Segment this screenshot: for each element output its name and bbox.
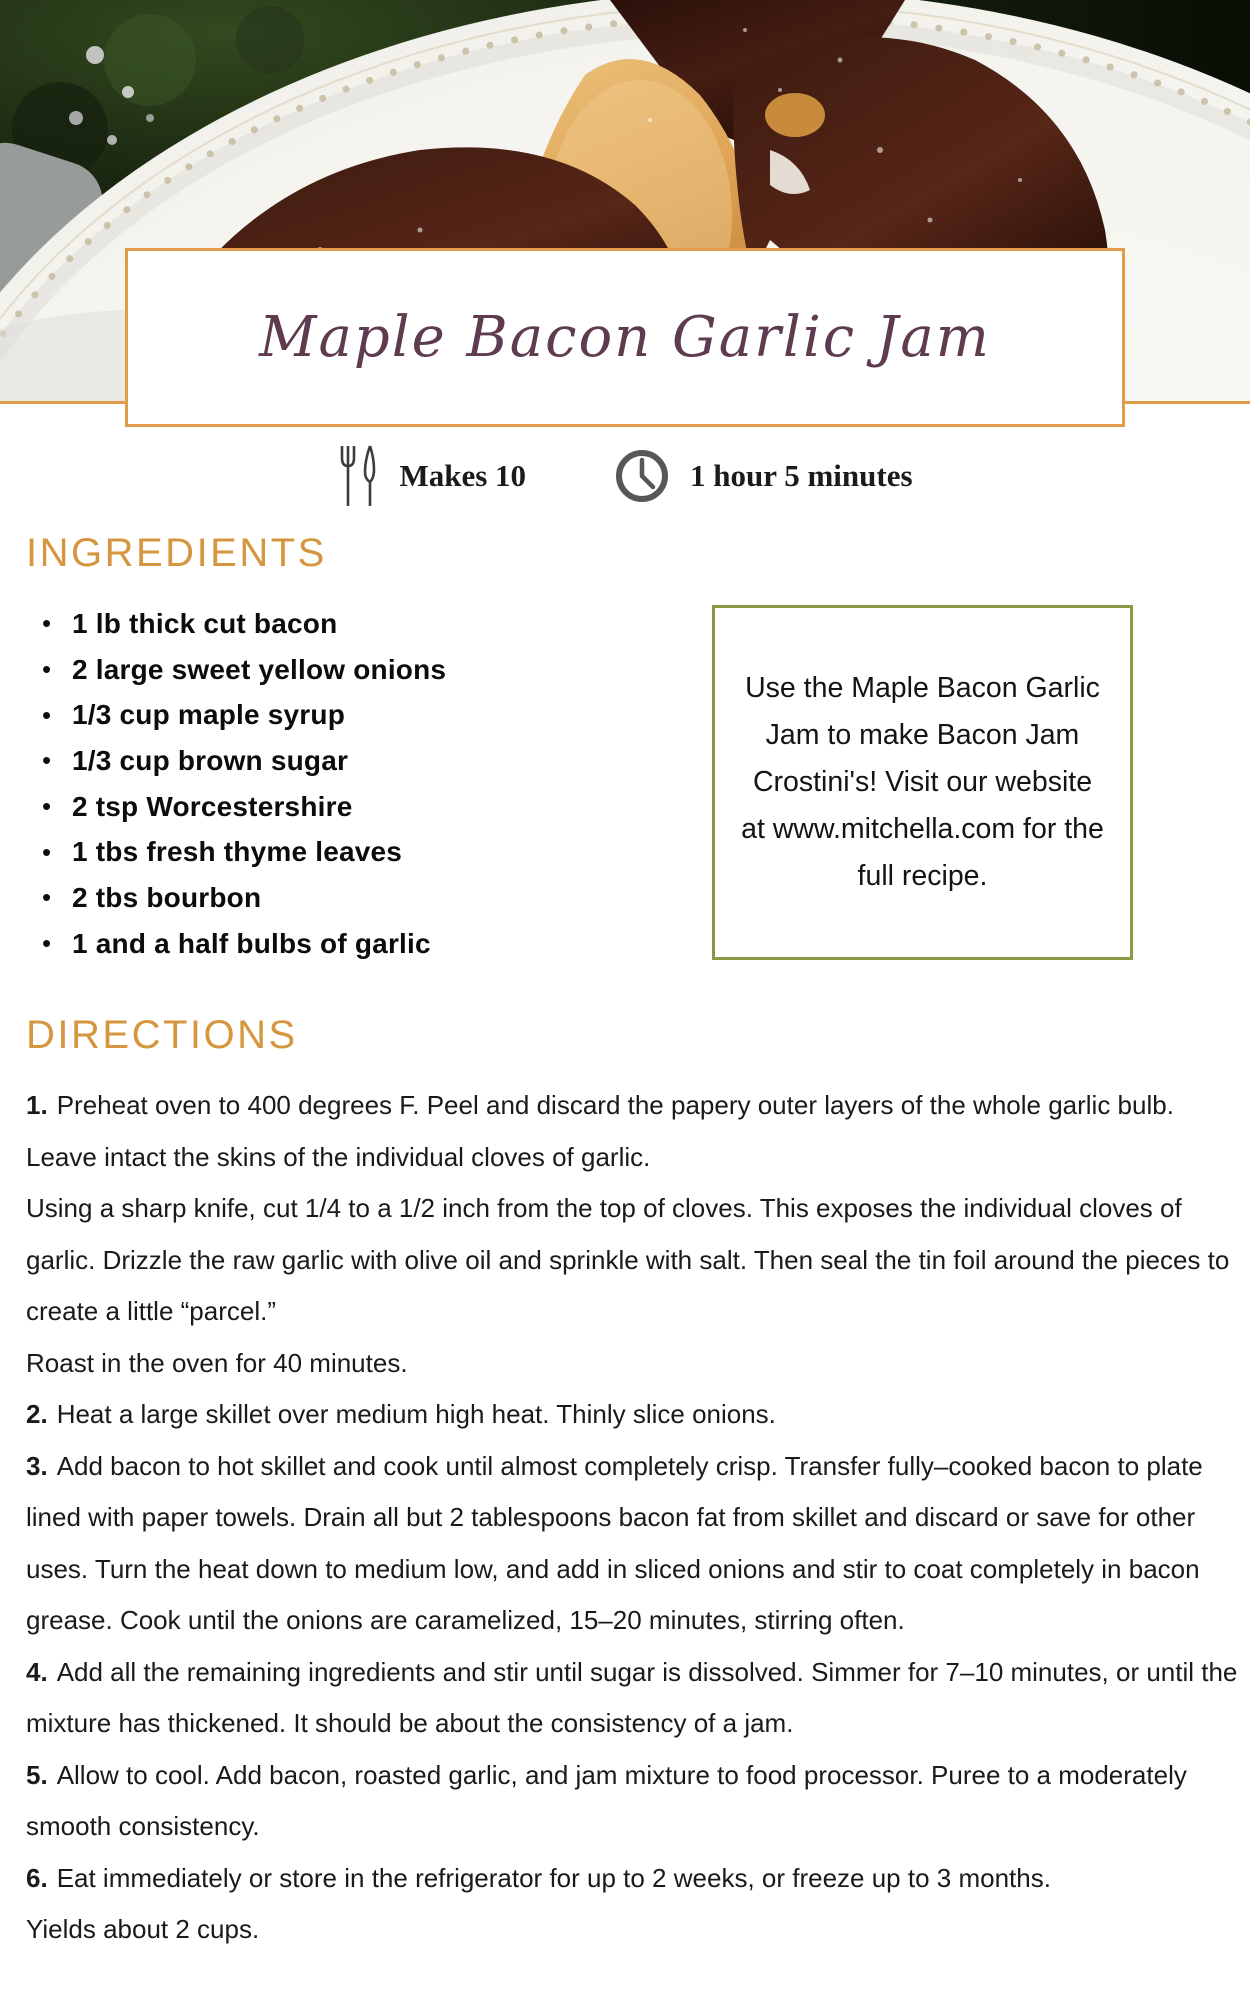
bullet-icon bbox=[42, 745, 72, 776]
ingredients-list bbox=[42, 601, 692, 967]
ingredient-item bbox=[42, 738, 692, 784]
ingredient-text: 1 tbs fresh thyme leaves bbox=[72, 836, 403, 868]
direction-step bbox=[26, 1853, 1238, 1905]
callout-box bbox=[712, 605, 1133, 960]
step-text: Using a sharp knife, cut 1/4 to a 1/2 inch from the top of cloves. This exposes the individual cloves of garlic. Drizzle the raw garlic with olive oil and sprinkle with salt. Then seal the tin foil around the pieces to create a little “parcel.” bbox=[26, 1193, 1230, 1326]
ingredient-text: 2 large sweet yellow onions bbox=[72, 653, 447, 685]
callout-text: Use the Maple Bacon Garlic Jam to make Bacon Jam Crostini's! Visit our website at www.mitchella.com for the full recipe. bbox=[741, 672, 1104, 892]
bullet-icon bbox=[42, 700, 72, 731]
step-number: 2. bbox=[26, 1399, 48, 1429]
ingredient-text: 2 tsp Worcestershire bbox=[72, 790, 353, 822]
direction-step bbox=[26, 1338, 1238, 1390]
step-text: Yields about 2 cups. bbox=[26, 1914, 260, 1944]
bullet-icon bbox=[42, 654, 72, 685]
ingredient-text: 1/3 cup brown sugar bbox=[72, 744, 349, 776]
bullet-icon bbox=[42, 882, 72, 913]
ingredient-text: 1 lb thick cut bacon bbox=[72, 607, 338, 639]
ingredient-item bbox=[42, 692, 692, 738]
ingredient-item bbox=[42, 601, 692, 647]
direction-step bbox=[26, 1441, 1238, 1647]
directions-heading: DIRECTIONS bbox=[26, 1013, 298, 1057]
ingredient-text: 1/3 cup maple syrup bbox=[72, 699, 346, 731]
step-text: Eat immediately or store in the refrigerator for up to 2 weeks, or freeze up to 3 months. bbox=[56, 1862, 1051, 1893]
title-box bbox=[125, 248, 1125, 427]
clock-icon bbox=[612, 446, 672, 506]
ingredient-item bbox=[42, 875, 692, 921]
step-number: 3. bbox=[26, 1450, 48, 1481]
meta-row bbox=[0, 440, 1250, 512]
step-text: Add bacon to hot skillet and cook until almost completely crisp. Transfer fully–cooked bacon to plate lined with paper towels. Drain all but 2 tablespoons bacon fat from skillet and discard or save for other uses. Turn the heat down to medium low, and add in sliced onions and stir to coat completely in bacon grease. Cook until the onions are caramelized, 15–20 minutes, stirring often. bbox=[26, 1450, 1203, 1635]
direction-step bbox=[26, 1647, 1238, 1750]
step-text: Heat a large skillet over medium high heat. Thinly slice onions. bbox=[56, 1399, 776, 1429]
page-title: Maple Bacon Garlic Jam bbox=[259, 305, 991, 370]
step-text: Allow to cool. Add bacon, roasted garlic, and jam mixture to food processor. Puree to a moderately smooth consistency. bbox=[26, 1759, 1187, 1841]
total-time bbox=[612, 446, 913, 506]
direction-step bbox=[26, 1750, 1238, 1853]
bullet-icon bbox=[42, 608, 72, 639]
ingredient-text: 2 tbs bourbon bbox=[72, 881, 262, 913]
directions-list bbox=[26, 1080, 1238, 1956]
step-number: 5. bbox=[26, 1759, 48, 1790]
servings-label: Makes 10 bbox=[399, 458, 527, 493]
ingredient-item bbox=[42, 784, 692, 830]
bullet-icon bbox=[42, 928, 72, 959]
bullet-icon bbox=[42, 791, 72, 822]
fork-knife-icon bbox=[337, 443, 381, 509]
step-text: Roast in the oven for 40 minutes. bbox=[26, 1347, 408, 1378]
step-text: Add all the remaining ingredients and stir until sugar is dissolved. Simmer for 7–10 minutes, or until the mixture has thickened. It should be about the consistency of a jam. bbox=[26, 1656, 1238, 1738]
ingredient-item bbox=[42, 829, 692, 875]
step-text: Preheat oven to 400 degrees F. Peel and discard the papery outer layers of the whole garlic bulb. Leave intact the skins of the individual cloves of garlic. bbox=[26, 1090, 1174, 1172]
direction-step bbox=[26, 1183, 1238, 1338]
ingredient-text: 1 and a half bulbs of garlic bbox=[72, 927, 431, 959]
ingredient-item bbox=[42, 921, 692, 967]
servings bbox=[337, 443, 526, 509]
direction-step bbox=[26, 1080, 1238, 1183]
step-number: 6. bbox=[26, 1862, 48, 1893]
ingredients-heading: INGREDIENTS bbox=[26, 531, 327, 575]
step-number: 4. bbox=[26, 1656, 48, 1687]
step-number: 1. bbox=[26, 1090, 48, 1120]
direction-step bbox=[26, 1389, 1238, 1441]
direction-step bbox=[26, 1904, 1238, 1956]
ingredient-item bbox=[42, 647, 692, 693]
time-label: 1 hour 5 minutes bbox=[690, 458, 913, 493]
bullet-icon bbox=[42, 837, 72, 868]
